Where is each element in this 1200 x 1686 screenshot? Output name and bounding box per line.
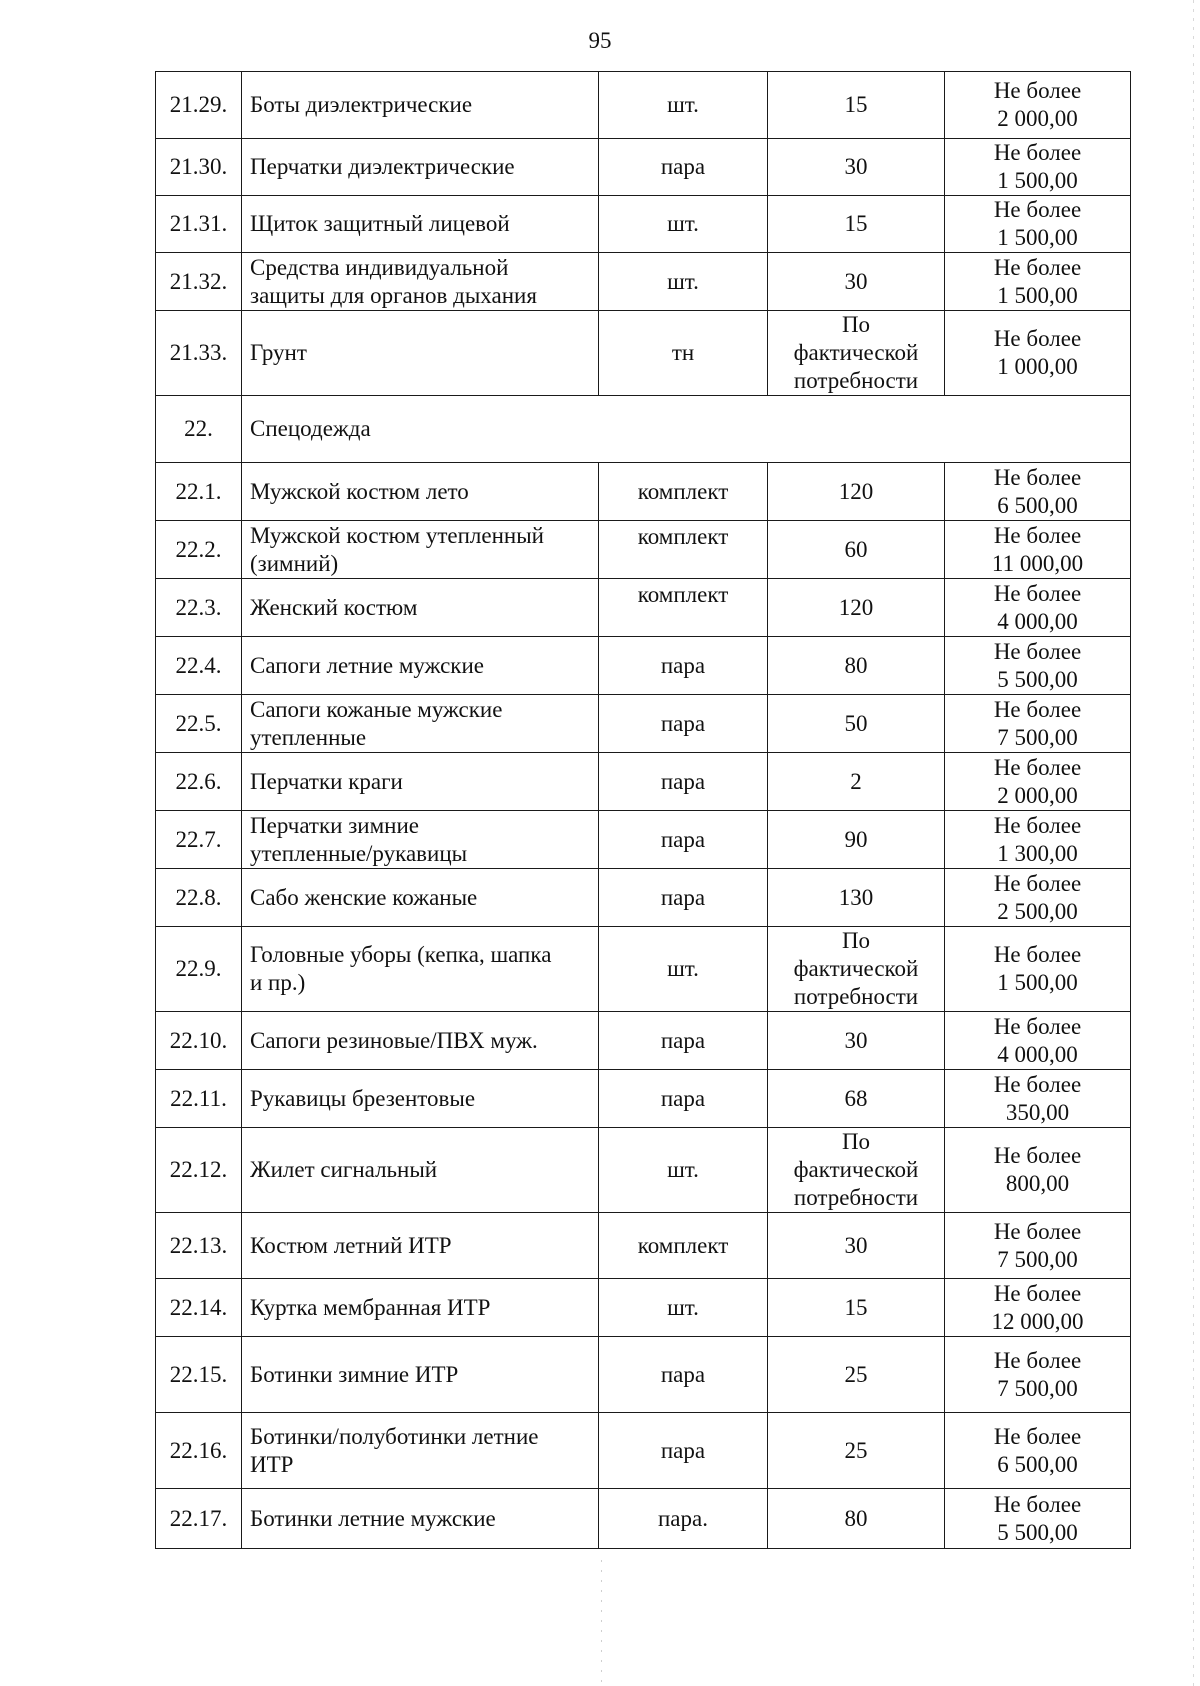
item-number-cell: 22.6. [156, 753, 242, 811]
text-line: Не более [993, 870, 1082, 896]
text-line: 2 000,00 [997, 782, 1078, 808]
item-name-cell [242, 311, 599, 396]
unit-cell: тн [599, 311, 768, 396]
text-line: Перчатки краги [250, 768, 403, 794]
item-number-cell: 22.7. [156, 811, 242, 869]
unit-cell: комплект [599, 579, 768, 637]
text-line: 80 [844, 1505, 868, 1531]
text-line: 120 [838, 594, 874, 620]
unit-cell: шт. [599, 196, 768, 253]
text-line: Перчатки зимние [250, 812, 419, 838]
quantity-cell [768, 1012, 945, 1070]
unit-cell: шт. [599, 1279, 768, 1337]
item-name-cell [242, 521, 599, 579]
quantity-cell [768, 695, 945, 753]
quantity-cell [768, 811, 945, 869]
text-line: фактической [793, 340, 919, 365]
text-line: 1 500,00 [997, 282, 1078, 308]
quantity-cell [768, 521, 945, 579]
items-table [155, 71, 1131, 1549]
text-line: 350,00 [1005, 1099, 1070, 1125]
item-name-cell [242, 1413, 599, 1489]
table-row [156, 927, 1131, 1012]
text-line: 5 500,00 [997, 1519, 1078, 1545]
price-cell [945, 1213, 1131, 1279]
table-row [156, 139, 1131, 196]
text-line: 6 500,00 [997, 492, 1078, 518]
text-line: потребности [793, 984, 919, 1009]
item-name-cell [242, 811, 599, 869]
item-number-cell: 21.31. [156, 196, 242, 253]
item-number-cell: 22.3. [156, 579, 242, 637]
text-line: Грунт [250, 340, 307, 365]
text-line: По [841, 928, 871, 953]
text-line: Не более [993, 580, 1082, 606]
text-line: 7 500,00 [997, 1246, 1078, 1272]
quantity-cell [768, 196, 945, 253]
text-line: Не более [993, 1280, 1082, 1306]
item-name-cell [242, 253, 599, 311]
item-number-cell: 22.4. [156, 637, 242, 695]
table-row [156, 695, 1131, 753]
unit-cell: шт. [599, 72, 768, 139]
text-line: Не более [993, 638, 1082, 664]
text-line: Не более [993, 326, 1082, 351]
text-line: 25 [844, 1361, 868, 1387]
text-line: 15 [844, 92, 868, 117]
text-line: 12 000,00 [991, 1308, 1084, 1334]
text-line: Не более [993, 754, 1082, 780]
quantity-cell [768, 463, 945, 521]
item-name-cell [242, 1279, 599, 1337]
text-line: (зимний) [250, 550, 339, 576]
table-row [156, 1337, 1131, 1413]
unit-cell: комплект [599, 463, 768, 521]
text-line: Не более [993, 1347, 1082, 1373]
price-cell [945, 1128, 1131, 1213]
table-row [156, 579, 1131, 637]
item-name-cell [242, 1213, 599, 1279]
item-number-cell: 21.30. [156, 139, 242, 196]
unit-cell: шт. [599, 927, 768, 1012]
item-name-cell [242, 1337, 599, 1413]
text-line: 6 500,00 [997, 1451, 1078, 1477]
text-line: Куртка мембранная ИТР [250, 1294, 491, 1320]
unit-cell: пара [599, 811, 768, 869]
price-cell [945, 1279, 1131, 1337]
item-name-cell [242, 753, 599, 811]
text-line: утепленные [250, 724, 367, 750]
item-number-cell: 22.13. [156, 1213, 242, 1279]
item-number-cell: 21.32. [156, 253, 242, 311]
text-line: 90 [844, 826, 868, 852]
text-line: Жилет сигнальный [250, 1157, 438, 1182]
text-line: 130 [838, 884, 874, 910]
text-line: Не более [993, 696, 1082, 722]
text-line: Рукавицы брезентовые [250, 1085, 476, 1111]
section-title-cell [242, 396, 1131, 463]
item-name-cell [242, 869, 599, 927]
item-name-cell [242, 196, 599, 253]
unit-cell: пара [599, 869, 768, 927]
text-line: 800,00 [1005, 1171, 1070, 1196]
text-line: Не более [993, 464, 1082, 490]
table-row [156, 1128, 1131, 1213]
text-line: Сапоги кожаные мужские [250, 696, 503, 722]
table-row [156, 463, 1131, 521]
text-line: фактической [793, 1157, 919, 1182]
table-row [156, 1413, 1131, 1489]
table-row [156, 869, 1131, 927]
text-line: Ботинки/полуботинки летние [250, 1423, 539, 1449]
text-line: 15 [844, 211, 868, 236]
text-line: Не более [993, 140, 1082, 165]
price-cell [945, 869, 1131, 927]
text-line: 80 [844, 652, 868, 678]
quantity-cell [768, 1128, 945, 1213]
price-cell [945, 1070, 1131, 1128]
price-cell [945, 1012, 1131, 1070]
quantity-cell [768, 1337, 945, 1413]
table-row [156, 311, 1131, 396]
item-name-cell [242, 695, 599, 753]
table-row [156, 1012, 1131, 1070]
text-line: 30 [844, 1232, 868, 1258]
item-number-cell: 21.33. [156, 311, 242, 396]
text-line: Костюм летний ИТР [250, 1232, 452, 1258]
text-line: 120 [838, 478, 874, 504]
text-line: Не более [993, 1013, 1082, 1039]
quantity-cell [768, 927, 945, 1012]
text-line: 1 300,00 [997, 840, 1078, 866]
table-row [156, 811, 1131, 869]
text-line: Сабо женские кожаные [250, 884, 478, 910]
unit-cell: шт. [599, 253, 768, 311]
price-cell [945, 927, 1131, 1012]
page-number: 95 [588, 28, 612, 53]
text-line: 2 500,00 [997, 898, 1078, 924]
price-cell [945, 1337, 1131, 1413]
text-line: 2 [850, 768, 862, 794]
item-number-cell: 22.8. [156, 869, 242, 927]
text-line: Боты диэлектрические [250, 92, 473, 117]
text-line: 7 500,00 [997, 724, 1078, 750]
text-line: 30 [844, 1027, 868, 1053]
item-number-cell: 22.10. [156, 1012, 242, 1070]
quantity-cell [768, 139, 945, 196]
text-line: Головные уборы (кепка, шапка [250, 942, 552, 967]
text-line: Не более [993, 1071, 1082, 1097]
text-line: По [841, 312, 871, 337]
unit-cell: комплект [599, 1213, 768, 1279]
item-number-cell: 21.29. [156, 72, 242, 139]
unit-cell: пара [599, 139, 768, 196]
unit-cell: шт. [599, 1128, 768, 1213]
text-line: защиты для органов дыхания [250, 282, 537, 308]
price-cell [945, 196, 1131, 253]
text-line: Мужской костюм утепленный [250, 522, 544, 548]
text-line: Сапоги летние мужские [250, 652, 484, 678]
text-line: По [841, 1129, 871, 1154]
text-line: Перчатки диэлектрические [250, 154, 515, 179]
text-line: Не более [993, 254, 1082, 280]
item-name-cell [242, 463, 599, 521]
price-cell [945, 579, 1131, 637]
table-row [156, 521, 1131, 579]
text-line: 30 [844, 154, 868, 179]
item-number-cell: 22.16. [156, 1413, 242, 1489]
unit-cell: пара [599, 1413, 768, 1489]
item-number-cell: 22.1. [156, 463, 242, 521]
text-line: 2 000,00 [997, 106, 1078, 131]
text-line: 4 000,00 [997, 608, 1078, 634]
items-table-body [156, 72, 1131, 1549]
quantity-cell [768, 753, 945, 811]
quantity-cell [768, 1213, 945, 1279]
text-line: 4 000,00 [997, 1041, 1078, 1067]
item-number-cell: 22.15. [156, 1337, 242, 1413]
scan-fold-artifact [601, 1560, 602, 1686]
unit-cell: пара [599, 695, 768, 753]
item-number-cell: 22.9. [156, 927, 242, 1012]
item-number-cell: 22.12. [156, 1128, 242, 1213]
item-name-cell [242, 579, 599, 637]
table-row [156, 1489, 1131, 1549]
text-line: 5 500,00 [997, 666, 1078, 692]
quantity-cell [768, 1489, 945, 1549]
text-line: Не более [993, 1423, 1082, 1449]
price-cell [945, 811, 1131, 869]
table-row [156, 637, 1131, 695]
text-line: Не более [993, 197, 1082, 222]
price-cell [945, 637, 1131, 695]
text-line: 68 [844, 1085, 868, 1111]
text-line: ИТР [250, 1451, 294, 1477]
table-row [156, 72, 1131, 139]
item-name-cell [242, 1128, 599, 1213]
item-name-cell [242, 927, 599, 1012]
table-row [156, 1213, 1131, 1279]
quantity-cell [768, 869, 945, 927]
quantity-cell [768, 253, 945, 311]
item-name-cell [242, 72, 599, 139]
item-number-cell: 22.5. [156, 695, 242, 753]
text-line: Мужской костюм лето [250, 478, 469, 504]
unit-cell: комплект [599, 521, 768, 579]
unit-cell: пара [599, 637, 768, 695]
text-line: Не более [993, 1491, 1082, 1517]
price-cell [945, 753, 1131, 811]
text-line: 1 000,00 [997, 354, 1078, 379]
unit-cell: пара [599, 1012, 768, 1070]
quantity-cell [768, 579, 945, 637]
item-name-cell [242, 1012, 599, 1070]
quantity-cell [768, 72, 945, 139]
item-number-cell: 22.11. [156, 1070, 242, 1128]
price-cell [945, 1489, 1131, 1549]
price-cell [945, 463, 1131, 521]
item-name-cell [242, 139, 599, 196]
text-line: потребности [793, 368, 919, 393]
item-number-cell: 22.14. [156, 1279, 242, 1337]
text-line: фактической [793, 956, 919, 981]
text-line: 60 [844, 536, 868, 562]
quantity-cell [768, 637, 945, 695]
text-line: Женский костюм [250, 594, 418, 620]
text-line: Сапоги резиновые/ПВХ муж. [250, 1027, 538, 1053]
quantity-cell [768, 311, 945, 396]
item-number-cell: 22.17. [156, 1489, 242, 1549]
table-row [156, 753, 1131, 811]
text-line: 11 000,00 [991, 550, 1084, 576]
text-line: 15 [844, 1294, 868, 1320]
text-line: Не более [993, 78, 1082, 103]
text-line: потребности [793, 1185, 919, 1210]
text-line: 50 [844, 710, 868, 736]
item-number-cell: 22.2. [156, 521, 242, 579]
item-name-cell [242, 1489, 599, 1549]
price-cell [945, 521, 1131, 579]
table-row [156, 1070, 1131, 1128]
text-line: Ботинки зимние ИТР [250, 1361, 459, 1387]
price-cell [945, 1413, 1131, 1489]
text-line: Ботинки летние мужские [250, 1505, 496, 1531]
text-line: Не более [993, 1218, 1082, 1244]
price-cell [945, 72, 1131, 139]
text-line: и пр.) [250, 970, 306, 995]
text-line: 30 [844, 268, 868, 294]
text-line: 1 500,00 [997, 168, 1078, 193]
text-line: Не более [993, 1143, 1082, 1168]
quantity-cell [768, 1070, 945, 1128]
quantity-cell [768, 1279, 945, 1337]
item-number-cell: 22. [156, 396, 242, 463]
section-row [156, 396, 1131, 463]
text-line: 25 [844, 1437, 868, 1463]
unit-cell: пара. [599, 1489, 768, 1549]
text-line: утепленные/рукавицы [250, 840, 468, 866]
text-line: Не более [993, 812, 1082, 838]
price-cell [945, 695, 1131, 753]
text-line: Щиток защитный лицевой [250, 211, 510, 236]
unit-cell: пара [599, 1337, 768, 1413]
text-line: Спецодежда [250, 416, 371, 441]
unit-cell: пара [599, 1070, 768, 1128]
text-line: Не более [993, 522, 1082, 548]
quantity-cell [768, 1413, 945, 1489]
item-name-cell [242, 1070, 599, 1128]
price-cell [945, 253, 1131, 311]
item-name-cell [242, 637, 599, 695]
table-row [156, 1279, 1131, 1337]
unit-cell: пара [599, 753, 768, 811]
text-line: Средства индивидуальной [250, 254, 509, 280]
text-line: 1 500,00 [997, 225, 1078, 250]
scan-edge-artifact [1193, 0, 1194, 1686]
text-line: Не более [993, 942, 1082, 967]
price-cell [945, 139, 1131, 196]
price-cell [945, 311, 1131, 396]
text-line: 1 500,00 [997, 970, 1078, 995]
text-line: 7 500,00 [997, 1375, 1078, 1401]
table-row [156, 196, 1131, 253]
table-row [156, 253, 1131, 311]
